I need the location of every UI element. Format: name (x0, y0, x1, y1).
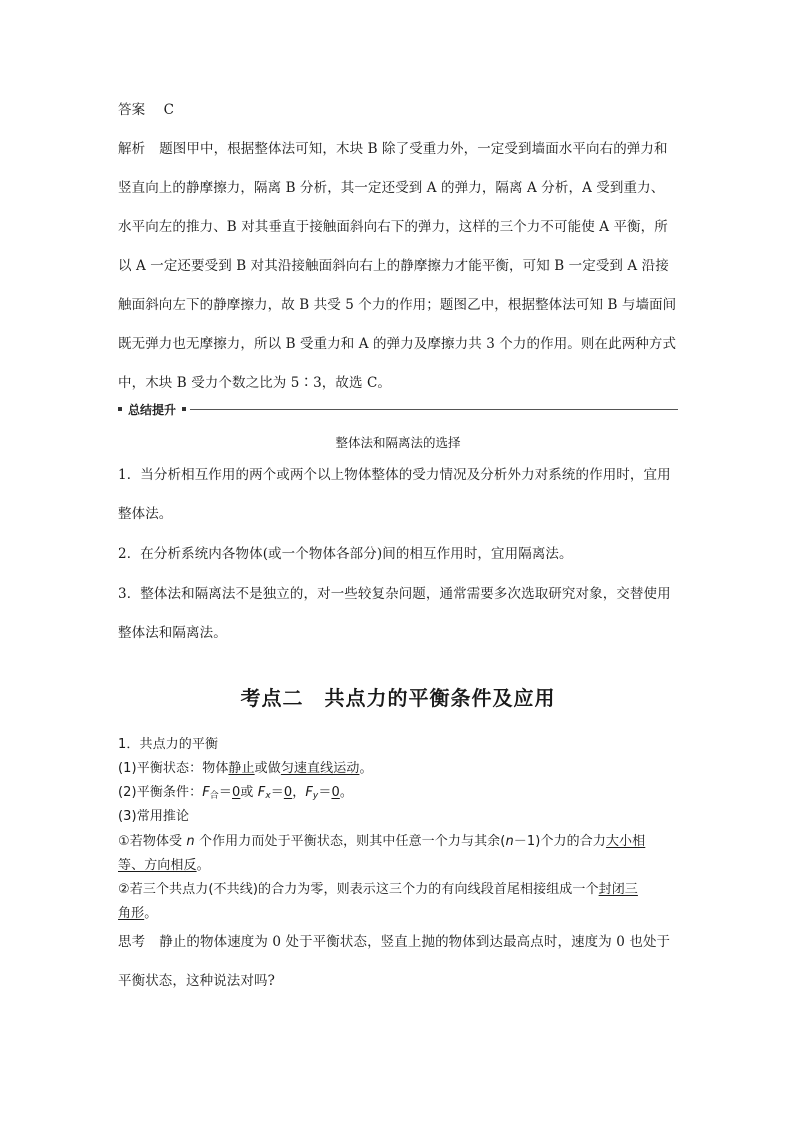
kp-condition-line: (2)平衡条件：$F_合=0$或 $F_x=0$，$F_y=0$。 (118, 785, 353, 801)
explanation-line: 竖直向上的静摩擦力，隔离 B 分析，其一定还受到 A 的弹力，隔离 A 分析，A 受到重力、 (118, 180, 665, 196)
summary-line: 整体法。 (118, 506, 173, 522)
kp-heading: 1．共点力的平衡 (118, 737, 219, 752)
bullet-square-icon (118, 407, 122, 411)
bullet-square-icon (182, 407, 186, 411)
kp-state-line: (1)平衡状态：物体静止或做匀速直线运动。 (118, 761, 373, 776)
kp-inference-1-cont: 等、方向相反。 (118, 858, 210, 873)
blank-answer: 匀速直线运动 (280, 761, 360, 776)
blank-answer: 0 (331, 785, 340, 800)
summary-line: 1．当分析相互作用的两个或两个以上物体整体的受力情况及分析外力对系统的作用时，宜用 (118, 467, 671, 483)
divider-rule (190, 409, 678, 410)
summary-line: 3．整体法和隔离法不是独立的，对一些较复杂问题，通常需要多次选取研究对象，交替使用 (118, 586, 671, 602)
answer-label: 答案 (118, 102, 146, 118)
blank-answer: 大小相 (605, 834, 646, 849)
think-label: 思考 (118, 934, 146, 950)
think-line: 平衡状态，这种说法对吗? (118, 973, 275, 989)
summary-header (118, 401, 678, 417)
explanation-line: 中，木块 B 受力个数之比为 5∶3，故选 C。 (118, 375, 391, 391)
answer-value: C (163, 102, 175, 118)
blank-answer: 封闭三 (598, 882, 638, 897)
explanation-label: 解析 (118, 141, 146, 157)
section-title: 考点二 共点力的平衡条件及应用 (240, 686, 556, 710)
kp-inference-2-cont: 角形。 (118, 906, 158, 921)
summary-label: 总结提升 (128, 402, 177, 417)
kp-infer-heading: (3)常用推论 (118, 809, 190, 824)
explanation-line: 解析 题图甲中，根据整体法可知，木块 B 除了受重力外，一定受到墙面水平向右的弹力和 (118, 141, 668, 157)
blank-answer: 角形 (118, 906, 145, 921)
explanation-line: 水平向左的推力、B 对其垂直于接触面斜向右下的弹力，这样的三个力不可能使 A 平衡，所 (118, 219, 668, 235)
answer-line (118, 98, 174, 118)
summary-line: 整体法和隔离法。 (118, 625, 227, 641)
blank-answer: 静止 (228, 761, 255, 776)
summary-line: 2．在分析系统内各物体(或一个物体各部分)间的相互作用时，宜用隔离法。 (118, 546, 573, 562)
blank-answer: 0 (232, 785, 241, 800)
kp-inference-2: ②若三个共点力(不共线)的合力为零，则表示这三个力的有向线段首尾相接组成一个封闭三 (118, 882, 638, 897)
explanation-line: 触面斜向左下的静摩擦力，故 B 共受 5 个力的作用；题图乙中，根据整体法可知 B 与墙面间 (118, 297, 677, 313)
explanation-line: 既无弹力也无摩擦力，所以 B 受重力和 A 的弹力及摩擦力共 3 个力的作用。则在此两种方式 (118, 336, 677, 352)
think-line: 思考 静止的物体速度为 0 处于平衡状态，竖直上抛的物体到达最高点时，速度为 0 也处于 (118, 934, 671, 950)
blank-answer: 等、方向相反 (118, 858, 197, 873)
kp-inference-1: ①若物体受 n 个作用力而处于平衡状态，则其中任意一个力与其余(n－1)个力的合力大小相 (118, 834, 646, 849)
blank-answer: 0 (283, 785, 293, 800)
explanation-line: 以 A 一定还要受到 B 对其沿接触面斜向右上的静摩擦力才能平衡，可知 B 一定受到 A 沿接 (118, 258, 669, 274)
summary-subtitle: 整体法和隔离法的选择 (335, 435, 461, 450)
